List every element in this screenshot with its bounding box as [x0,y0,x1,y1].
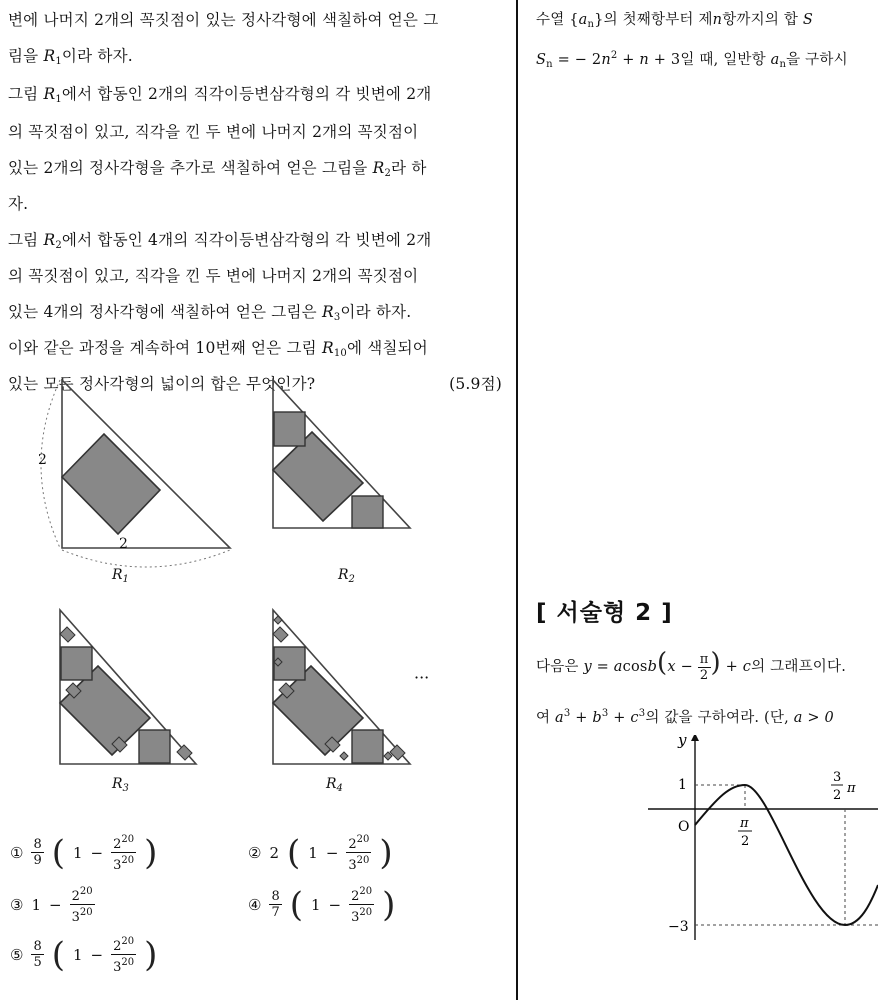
tick-label: π [847,781,856,796]
figure-caption: $R_1$ [112,567,129,585]
problem-text-line: 수열 $\{a_n\}$의 첫째항부터 제n항까지의 합 S [536,12,813,30]
figure-caption: $R_2$ [338,567,355,585]
cosine-curve [695,785,878,925]
y-axis-label: y [678,735,687,749]
section-heading: [ 서술형 2 ] [536,600,673,626]
problem-text-line: 다음은 y = acosb(x − $\frac{\pi}{2}$ ) + c의 그래프이다. [536,648,847,683]
problem-text-line: 의 꼭짓점이 있고, 직각을 낀 두 변에 나머지 2개의 꼭짓점이 [8,123,419,141]
fractal-figure-panel [0,372,510,812]
problem-text-line: 림을 $R_1$이라 하자. [8,47,133,67]
shaded-square [61,647,92,680]
figure-caption: $R_4$ [326,776,343,794]
problem-text-line: 그림 $R_1$에서 합동인 2개의 직각이등변삼각형의 각 빗변에 2개 [8,85,432,105]
tick-label: −3 [668,919,689,935]
problem-text-line: 있는 2개의 정사각형을 추가로 색칠하여 얻은 그림을 $R_2$라 하 [8,159,427,179]
choice-5[interactable]: ⑤ $\frac{8}{5}$ ( 1 − $\frac{2^{20}}{3^{20}}$ ) [10,934,158,975]
right-column [528,0,878,1000]
figure-caption: $R_3$ [112,776,129,794]
problem-text-line: 여 $a^3 + b^3 + c^3$의 값을 구하여라. (단, a > 0 [536,708,834,726]
figure-r2 [273,380,410,528]
cosine-graph [648,735,878,950]
figure-r3 [60,610,196,764]
problem-text-line: $S_n$ = − $2n^2 + n + 3$일 때, 일반항 $a_n$을 구하시 [536,50,848,70]
tick-label: 2 [741,834,750,849]
score-label: (5.9점) [449,375,502,393]
origin-label: O [678,819,690,835]
problem-text-line: 있는 4개의 정사각형에 색칠하여 얻은 그림은 $R_3$이라 하자. [8,303,412,323]
problem-text-line: 이와 같은 과정을 계속하여 10번째 얻은 그림 $R_{10}$에 색칠되어 [8,339,428,359]
problem-text-line: 있는 모든 정사각형의 넓이의 합은 무엇인가? (5.9점) [8,366,502,402]
column-divider [516,0,518,1000]
ellipsis: ··· [414,668,430,687]
tick-label: 2 [833,788,842,803]
figure-r1 [41,380,230,567]
tick-label: π [740,816,749,831]
shaded-square [139,730,170,763]
side-length-label: 2 [38,452,47,468]
side-length-label: 2 [119,536,128,552]
problem-text-line: 변에 나머지 2개의 꼭짓점이 있는 정사각형에 색칠하여 얻은 그 [8,11,439,29]
problem-text-line: 그림 $R_2$에서 합동인 4개의 직각이등변삼각형의 각 빗변에 2개 [8,231,432,251]
shaded-square [62,434,160,534]
shaded-square [352,496,383,528]
figure-r4 [273,610,410,764]
choice-2[interactable]: ② 2 ( 1 − $\frac{2^{20}}{3^{20}}$ ) [248,832,393,873]
problem-text-line: 의 꼭짓점이 있고, 직각을 낀 두 변에 나머지 2개의 꼭짓점이 [8,267,419,285]
choice-1[interactable]: ① $\frac{8}{9}$ ( 1 − $\frac{2^{20}}{3^{20}}$ ) [10,832,158,873]
tick-label: 3 [833,770,842,785]
left-column [8,0,502,402]
choice-3[interactable]: ③ 1 − $\frac{2^{20}}{3^{20}}$ [10,886,93,925]
shaded-square [274,412,305,446]
choice-4[interactable]: ④ $\frac{8}{7}$ ( 1 − $\frac{2^{20}}{3^{20}}$ ) [248,884,396,925]
problem-text-line: 자. [8,195,29,213]
tick-label: 1 [678,777,687,793]
shaded-square [352,730,383,763]
